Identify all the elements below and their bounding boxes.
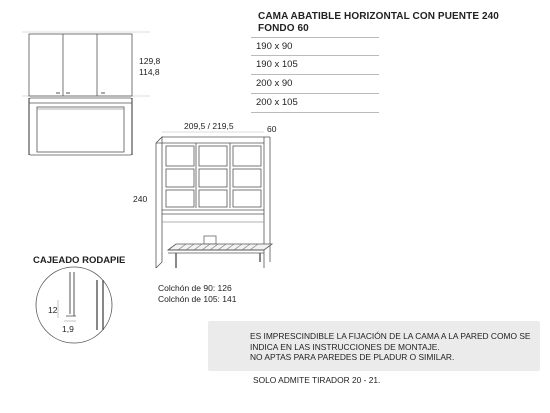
size-row: 190 x 105 — [251, 56, 379, 75]
height-dim-129: 129,8 — [139, 56, 161, 66]
product-subtitle: FONDO 60 — [258, 23, 309, 34]
warning-line: NO APTAS PARA PAREDES DE PLADUR O SIMILAR. — [250, 352, 455, 363]
height-dim-114: 114,8 — [139, 67, 160, 77]
size-row: 200 x 105 — [251, 94, 379, 113]
size-row: 190 x 90 — [251, 37, 379, 56]
cajeado-dim-12: 12 — [48, 305, 58, 315]
product-title: CAMA ABATIBLE HORIZONTAL CON PUENTE 240 — [258, 11, 499, 22]
warning-line: INDICA EN LAS INSTRUCCIONES DE MONTAJE. — [250, 341, 440, 352]
cajeado-dim-19: 1,9 — [62, 324, 74, 334]
handle-note: SOLO ADMITE TIRADOR 20 - 21. — [253, 375, 381, 385]
cajeado-title: CAJEADO RODAPIE — [33, 255, 126, 266]
closed-cabinet-drawing — [22, 32, 150, 155]
colchon-90-label: Colchón de 90: 126 — [158, 283, 232, 293]
colchon-105-label: Colchón de 105: 141 — [158, 294, 237, 304]
width-dim: 209,5 / 219,5 — [184, 121, 234, 131]
warning-text — [250, 331, 545, 363]
depth-dim: 60 — [267, 124, 277, 134]
size-row: 200 x 90 — [251, 75, 379, 94]
height-dim-240: 240 — [133, 194, 148, 204]
warning-line: ES IMPRESCINDIBLE LA FIJACIÓN DE LA CAMA A LA PARED COMO SE — [250, 331, 531, 341]
open-bed-drawing — [156, 132, 272, 268]
